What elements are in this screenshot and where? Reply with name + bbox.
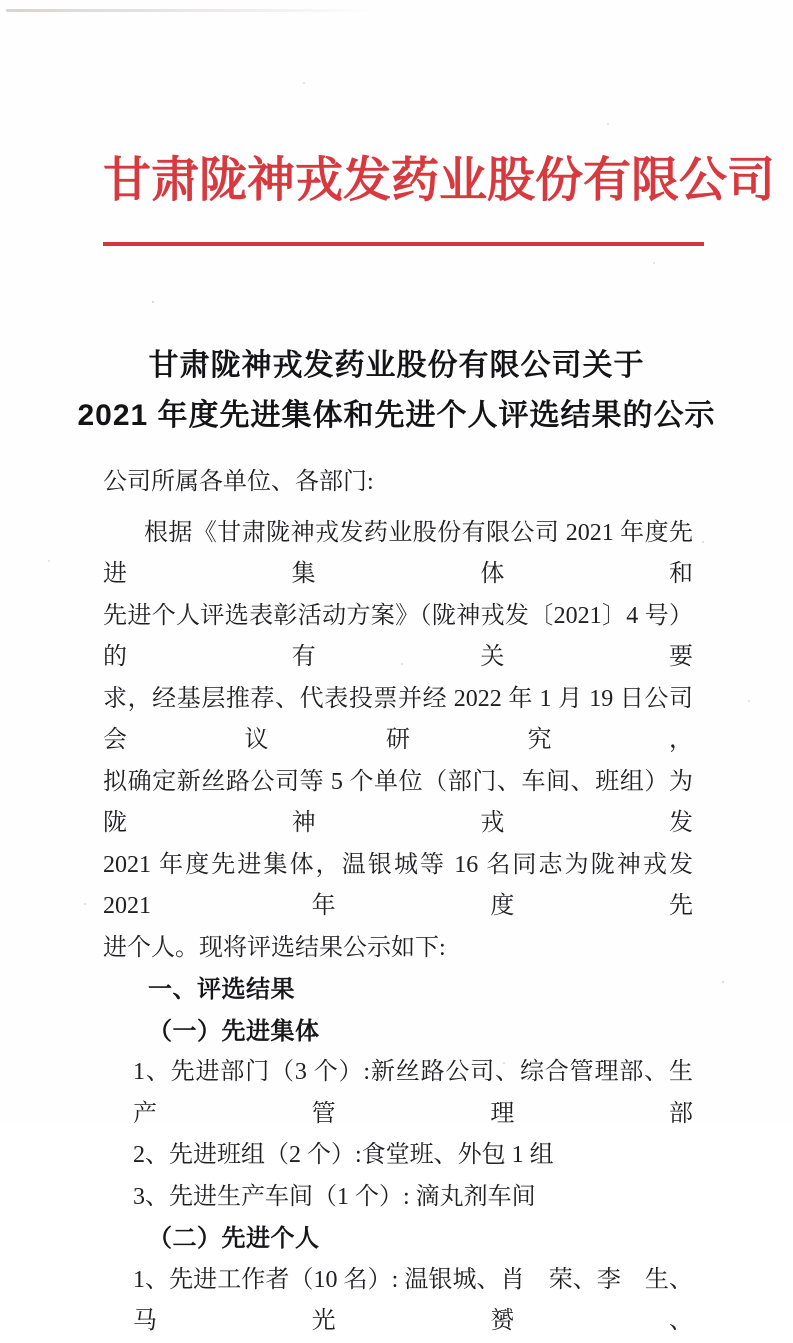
heading-selection-results: 一、评选结果	[148, 976, 295, 1003]
heading-advanced-individuals: （二）先进个人	[148, 1225, 320, 1252]
document-title	[0, 341, 793, 441]
scan-noise-speckles	[0, 0, 2, 2]
item-advanced-workers: 1、先进工作者（10 名）: 温银城、肖 荣、李 生、马光赟、	[133, 1266, 693, 1334]
item-advanced-teams: 2、先进班组（2 个）:食堂班、外包 1 组	[133, 1142, 554, 1168]
paragraph-line-3: 求，经基层推荐、代表投票并经 2022 年 1 月 19 日公司会议研究，	[103, 685, 693, 753]
company-letterhead: 甘肃陇神戎发药业股份有限公司	[103, 154, 776, 207]
salutation-line: 公司所属各单位、各部门:	[103, 469, 374, 495]
document-title-line-2: 2021 年度先进集体和先进个人评选结果的公示	[77, 399, 716, 432]
item-advanced-workshop: 3、先进生产车间（1 个）: 滴丸剂车间	[133, 1183, 536, 1210]
document-title-line-1: 甘肃陇神戎发药业股份有限公司关于	[148, 349, 645, 382]
paragraph-line-6: 进个人。现将评选结果公示如下:	[103, 934, 446, 961]
document-body	[103, 462, 693, 1343]
item-advanced-departments: 1、先进部门（3 个）:新丝路公司、综合管理部、生产管理部	[133, 1059, 693, 1127]
paragraph-line-4: 拟确定新丝路公司等 5 个单位（部门、车间、班组）为陇神戎发	[103, 768, 693, 836]
paragraph-line-5: 2021 年度先进集体，温银城等 16 名同志为陇神戎发 2021 年度先	[103, 851, 693, 919]
paragraph-line-1: 根据《甘肃陇神戎发药业股份有限公司 2021 年度先进集体和	[103, 519, 693, 587]
scan-artifact-line	[6, 9, 371, 12]
paragraph-line-2: 先进个人评选表彰活动方案》（陇神戎发〔2021〕4 号）的有关要	[103, 602, 693, 670]
heading-advanced-collectives: （一）先进集体	[148, 1017, 320, 1045]
letterhead-divider	[103, 242, 704, 246]
